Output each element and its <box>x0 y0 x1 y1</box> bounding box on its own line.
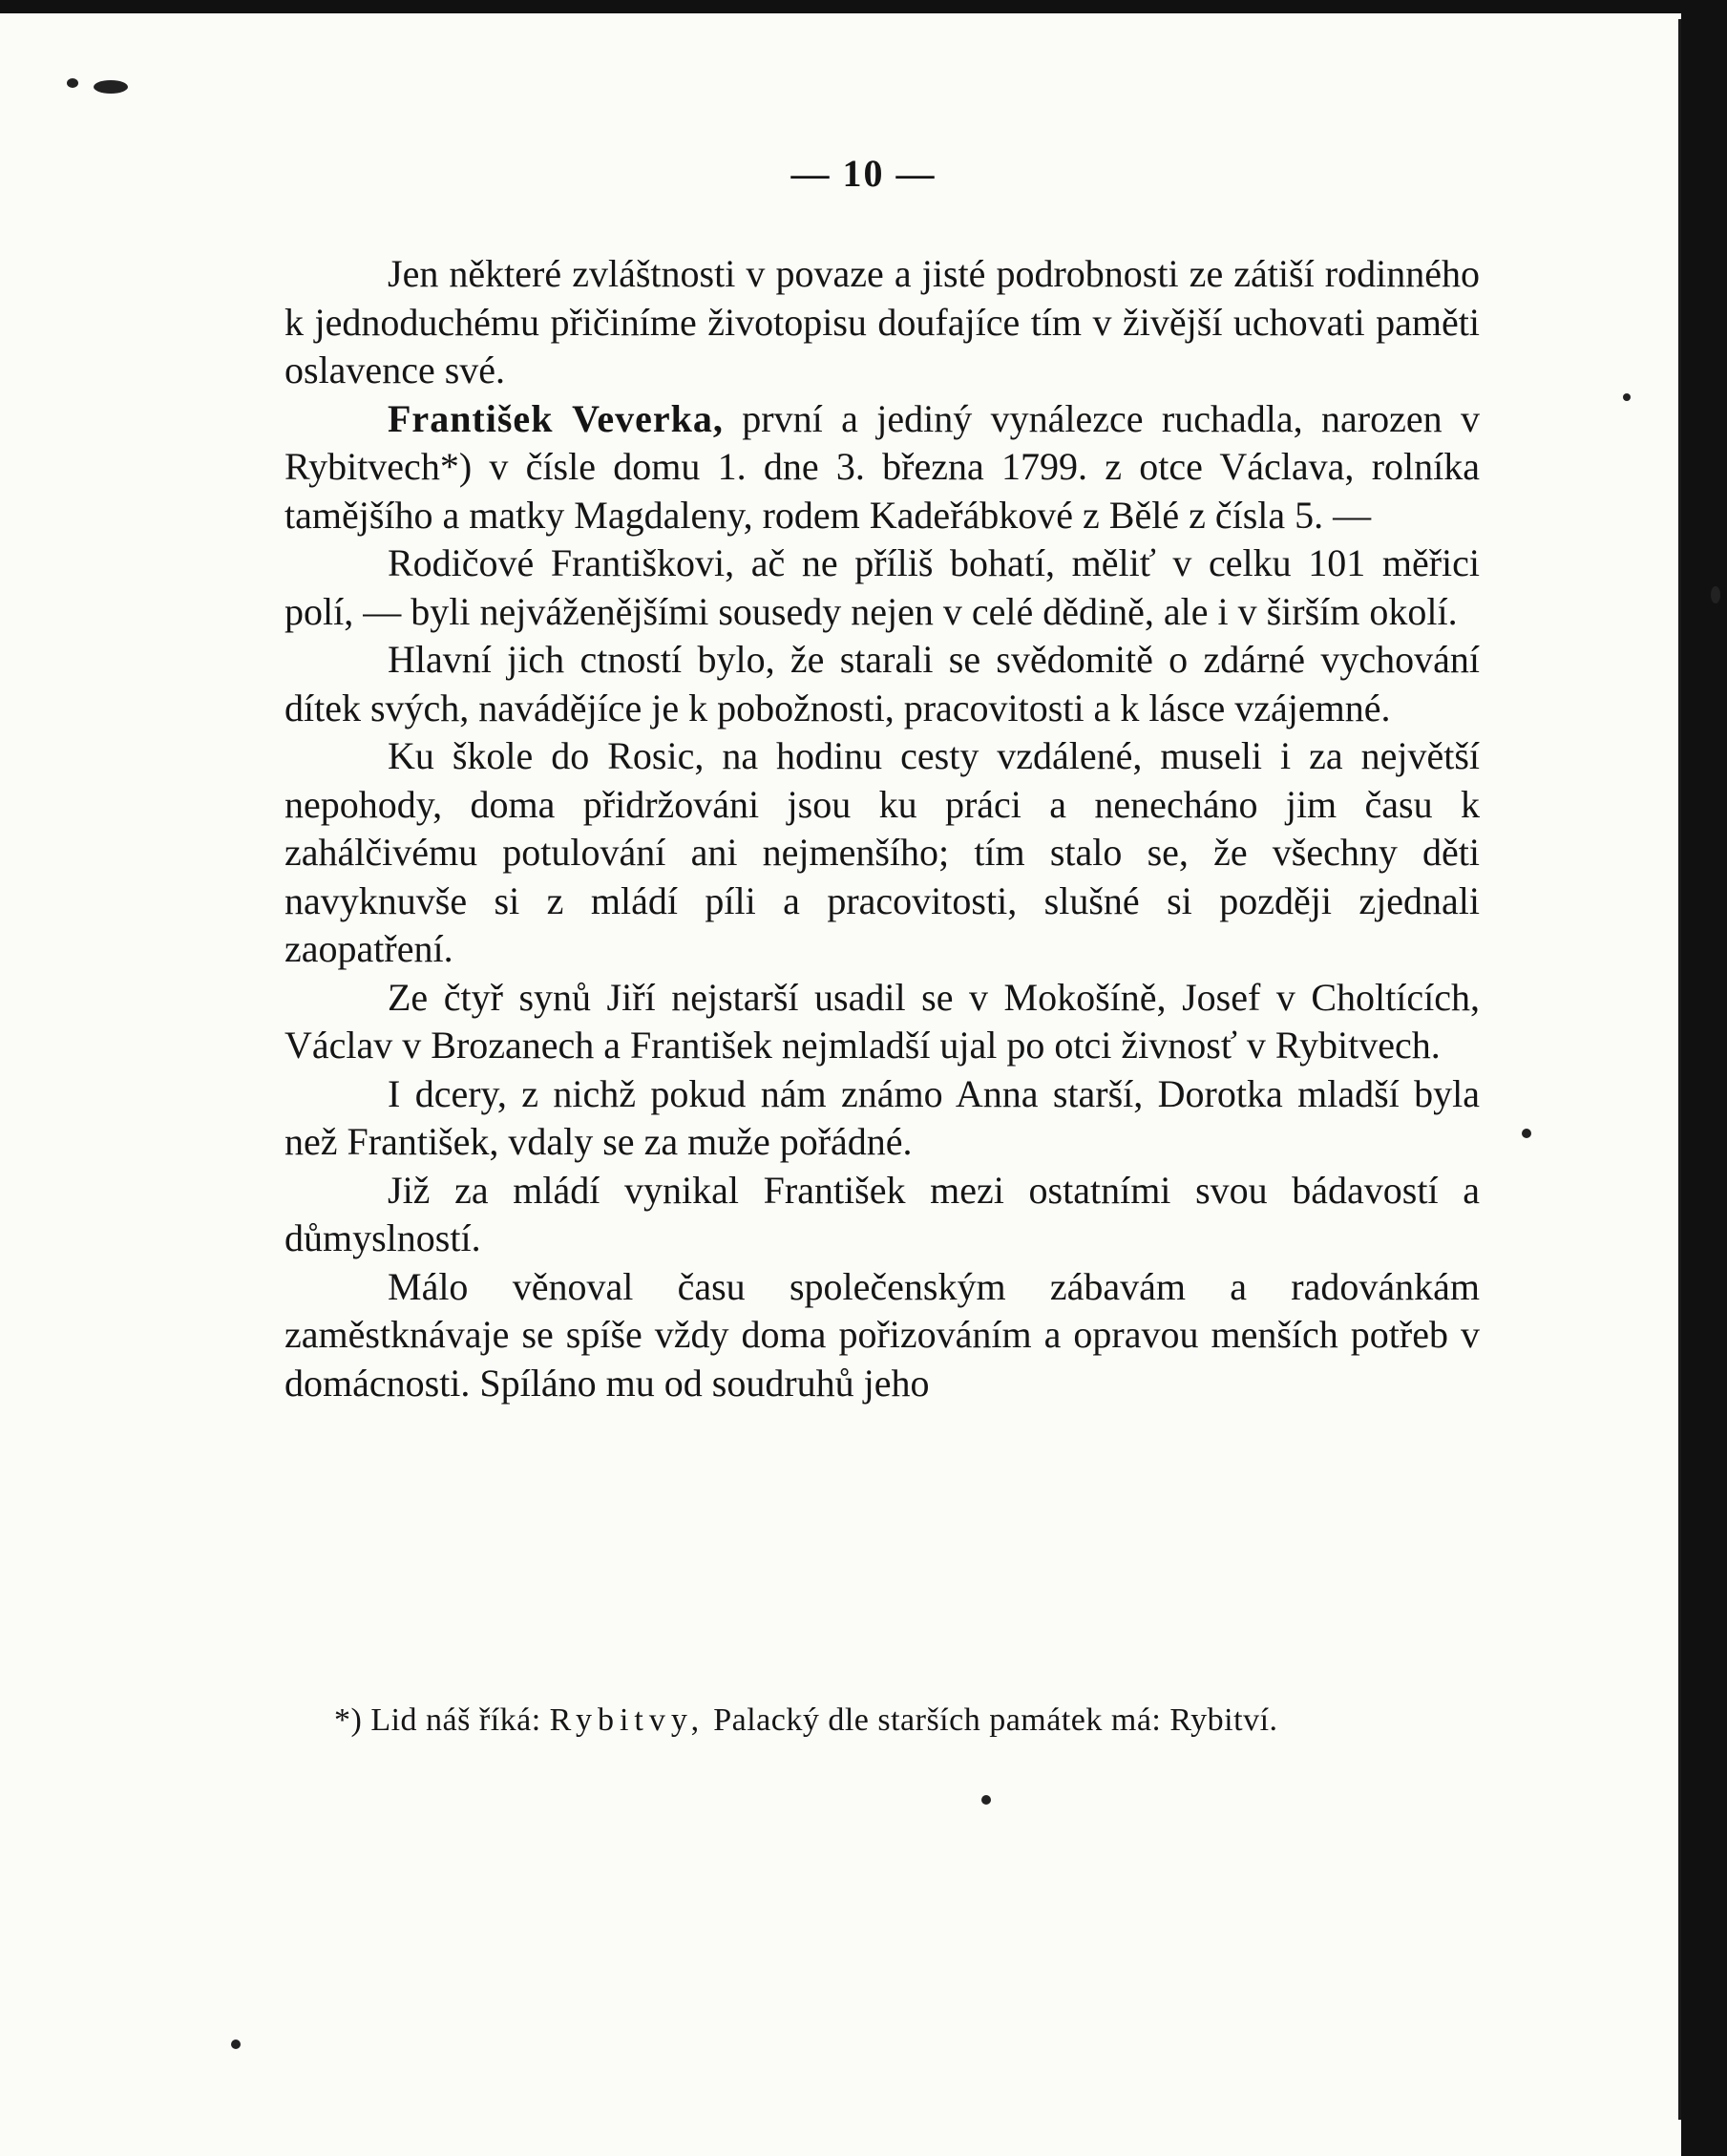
ink-speck <box>67 78 78 88</box>
ink-speck <box>981 1795 991 1805</box>
paragraph: Již za mládí vynikal František mezi ostatními svou bádavostí a důmyslností. <box>284 1168 1480 1259</box>
ink-speck <box>1711 586 1720 603</box>
footnote-marker: *) <box>334 1702 363 1738</box>
ink-speck <box>231 2040 241 2049</box>
paragraph: I dcery, z nichž pokud nám známo Anna starší, Dorotka mladší byla než František, vdaly se za muže pořádné. <box>284 1071 1480 1163</box>
scan-right-edge <box>1681 0 1727 2156</box>
birth-paragraph-text: první a jediný vynálezce ruchadla, narozen v Rybitvech*) v čísle domu 1. dne 3. března 1799. z otce Václava, rolníka tamějšího a matky Magdaleny, rodem Kadeřábkové z Bělé z čísla 5. — <box>284 396 1481 537</box>
paragraph: Hlavní jich ctností bylo, že starali se svědomitě o zdárné vychování dítek svých, navádějíce je k pobožnosti, pracovitosti a k lásce vzájemné. <box>284 638 1480 729</box>
page-number: — 10 — <box>790 152 937 195</box>
paragraph: Jen některé zvláštnosti v povaze a jisté podrobnosti ze zátiší rodinného k jednoduchému přičiníme životopisu doufajíce tím v živější uchovati paměti oslavence své. <box>284 252 1480 391</box>
footnote-spaced-word: Rybitvy, <box>549 1702 706 1738</box>
scan-top-edge <box>0 0 1727 13</box>
footnote <box>284 1700 1480 1742</box>
paragraph: Málo věnoval času společenským zábavám a radovánkám zaměstknávaje se spíše vždy doma pořizováním a opravou menších potřeb v domácnosti. Spíláno mu od soudruhů jeho <box>284 1264 1480 1405</box>
binding-line <box>1678 19 1681 2120</box>
footnote-text: Lid náš říká: <box>362 1702 550 1738</box>
birth-paragraph <box>284 395 1480 540</box>
ink-speck <box>1522 1129 1531 1138</box>
footnote-text: Palacký dle starších památek má: Rybitví. <box>705 1702 1278 1738</box>
ink-speck <box>1623 393 1631 401</box>
body-text <box>284 250 1480 1407</box>
person-name: František Veverka, <box>388 396 724 440</box>
ink-speck <box>94 80 128 94</box>
paragraph: Ku škole do Rosic, na hodinu cesty vzdálené, museli i za největší nepohody, doma přidržováni jsou ku práci a nenecháno jim času k zahálčivému potulování ani nejmenšího; tím stalo se, že všechny děti navyknuvše si z mládí píli a pracovitosti, slušné si později zjednali zaopatření. <box>284 734 1480 970</box>
paragraph: Rodičové Františkovi, ač ne příliš bohatí, měliť v celku 101 měřici polí, — byli nejváženějšími sousedy nejen v celé dědině, ale i v širším okolí. <box>284 541 1480 633</box>
paragraph: Ze čtyř synů Jiří nejstarší usadil se v Mokošíně, Josef v Choltících, Václav v Brozanech a František nejmladší ujal po otci živnosť v Rybitvech. <box>284 975 1480 1067</box>
